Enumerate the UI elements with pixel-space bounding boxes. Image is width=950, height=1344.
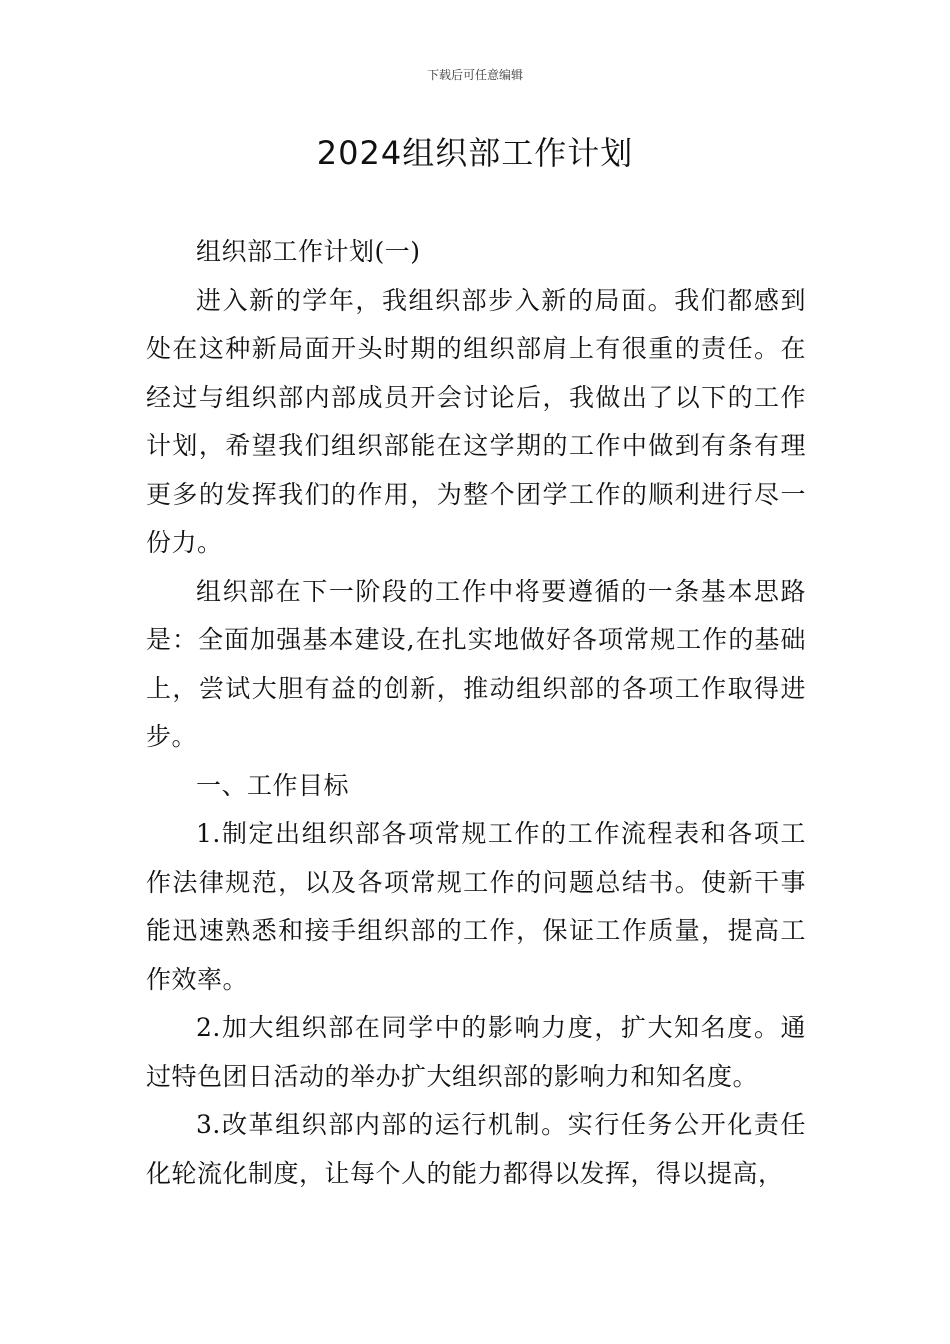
approach-paragraph: 组织部在下一阶段的工作中将要遵循的一条基本思路是：全面加强基本建设,在扎实地做好各项常规工作的基础上，尝试大胆有益的创新，推动组织部的各项工作取得进步。 [146, 576, 806, 751]
subtitle-paragraph: 组织部工作计划(一) [196, 237, 421, 266]
goal-item-1: 1.制定出组织部各项常规工作的工作流程表和各项工作法律规范，以及各项常规工作的问题总结书。使新干事能迅速熟悉和接手组织部的工作，保证工作质量，提高工作效率。 [146, 819, 806, 994]
document-body [146, 228, 806, 1198]
section-heading: 一、工作目标 [196, 770, 350, 800]
goal-item-3: 3.改革组织部内部的运行机制。实行任务公开化责任化轮流化制度，让每个人的能力都得以发挥，得以提高， [146, 1110, 806, 1188]
header-note: 下载后可任意编辑 [426, 68, 523, 82]
document-title: 2024组织部工作计划 [316, 134, 634, 172]
goal-item-2: 2.加大组织部在同学中的影响力度，扩大知名度。通过特色团日活动的举办扩大组织部的影响力和知名度。 [146, 1013, 806, 1091]
intro-paragraph: 进入新的学年，我组织部步入新的局面。我们都感到处在这种新局面开头时期的组织部肩上有很重的责任。在经过与组织部内部成员开会讨论后，我做出了以下的工作计划，希望我们组织部能在这学期的工作中做到有条有理更多的发挥我们的作用，为整个团学工作的顺利进行尽一份力。 [146, 285, 806, 557]
